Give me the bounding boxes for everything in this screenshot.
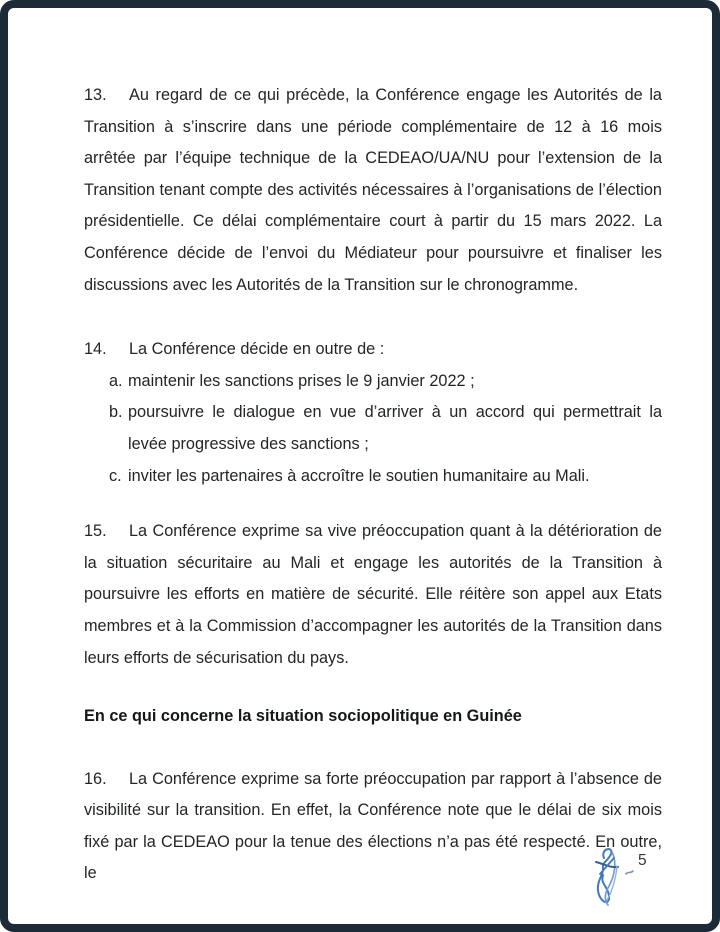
list-item-text: poursuivre le dialogue en vue d’arriver à un accord qui permettrait la levée progressive des sanctions ;	[128, 403, 662, 453]
section-heading: En ce qui concerne la situation sociopolitique en Guinée	[84, 707, 522, 726]
paragraph-number: 15.	[84, 522, 107, 541]
page-number: 5	[638, 852, 647, 869]
paragraph-13	[84, 80, 662, 301]
list-item-label: b.	[109, 403, 123, 422]
paragraph-number: 13.	[84, 86, 107, 104]
paragraph-number: 14.	[84, 340, 107, 359]
paragraph-text: La Conférence exprime sa forte préoccupation par rapport à l’absence de visibilité sur la transition. En effet, la Conférence note que le délai de six mois fixé par la CEDEAO pour la tenue des élections n’a pas été respecté. En outre, le	[84, 769, 662, 883]
document-page	[8, 8, 712, 924]
decision-list	[109, 366, 662, 492]
list-item-c	[109, 461, 662, 493]
paragraph-15	[84, 516, 662, 674]
paragraph-text: Au regard de ce qui précède, la Conférence engage les Autorités de la Transition à s’inscrire dans une période complémentaire de 12 à 16 mois arrêtée par l’équipe technique de la CEDEAO/UA/NU pour l’extension de la Transition tenant compte des activités nécessaires à l’organisations de l’élection présidentielle. Ce délai complémentaire court à partir du 15 mars 2022. La Conférence décide de l’envoi du Médiateur pour poursuivre et finaliser les discussions avec les Autorités de la Transition sur le chronogramme.	[84, 86, 662, 294]
list-item-a	[109, 366, 662, 398]
paragraph-number: 16.	[84, 769, 107, 788]
list-item-text: maintenir les sanctions prises le 9 janvier 2022 ;	[128, 371, 475, 390]
paragraph-14	[84, 334, 662, 366]
list-item-text: inviter les partenaires à accroître le soutien humanitaire au Mali.	[128, 466, 590, 485]
signature-mark	[590, 844, 638, 912]
list-item-b	[109, 397, 662, 460]
list-item-label: a.	[109, 371, 123, 390]
list-item-label: c.	[109, 466, 122, 485]
paragraph-text: La Conférence exprime sa vive préoccupation quant à la détérioration de la situation sécuritaire au Mali et engage les autorités de la Transition à poursuivre les efforts en matière de sécurité. Elle réitère son appel aux Etats membres et à la Commission d’accompagner les autorités de la Transition dans leurs efforts de sécurisation du pays.	[84, 522, 662, 667]
paragraph-16	[84, 764, 662, 890]
paragraph-text: La Conférence décide en outre de :	[129, 340, 385, 359]
